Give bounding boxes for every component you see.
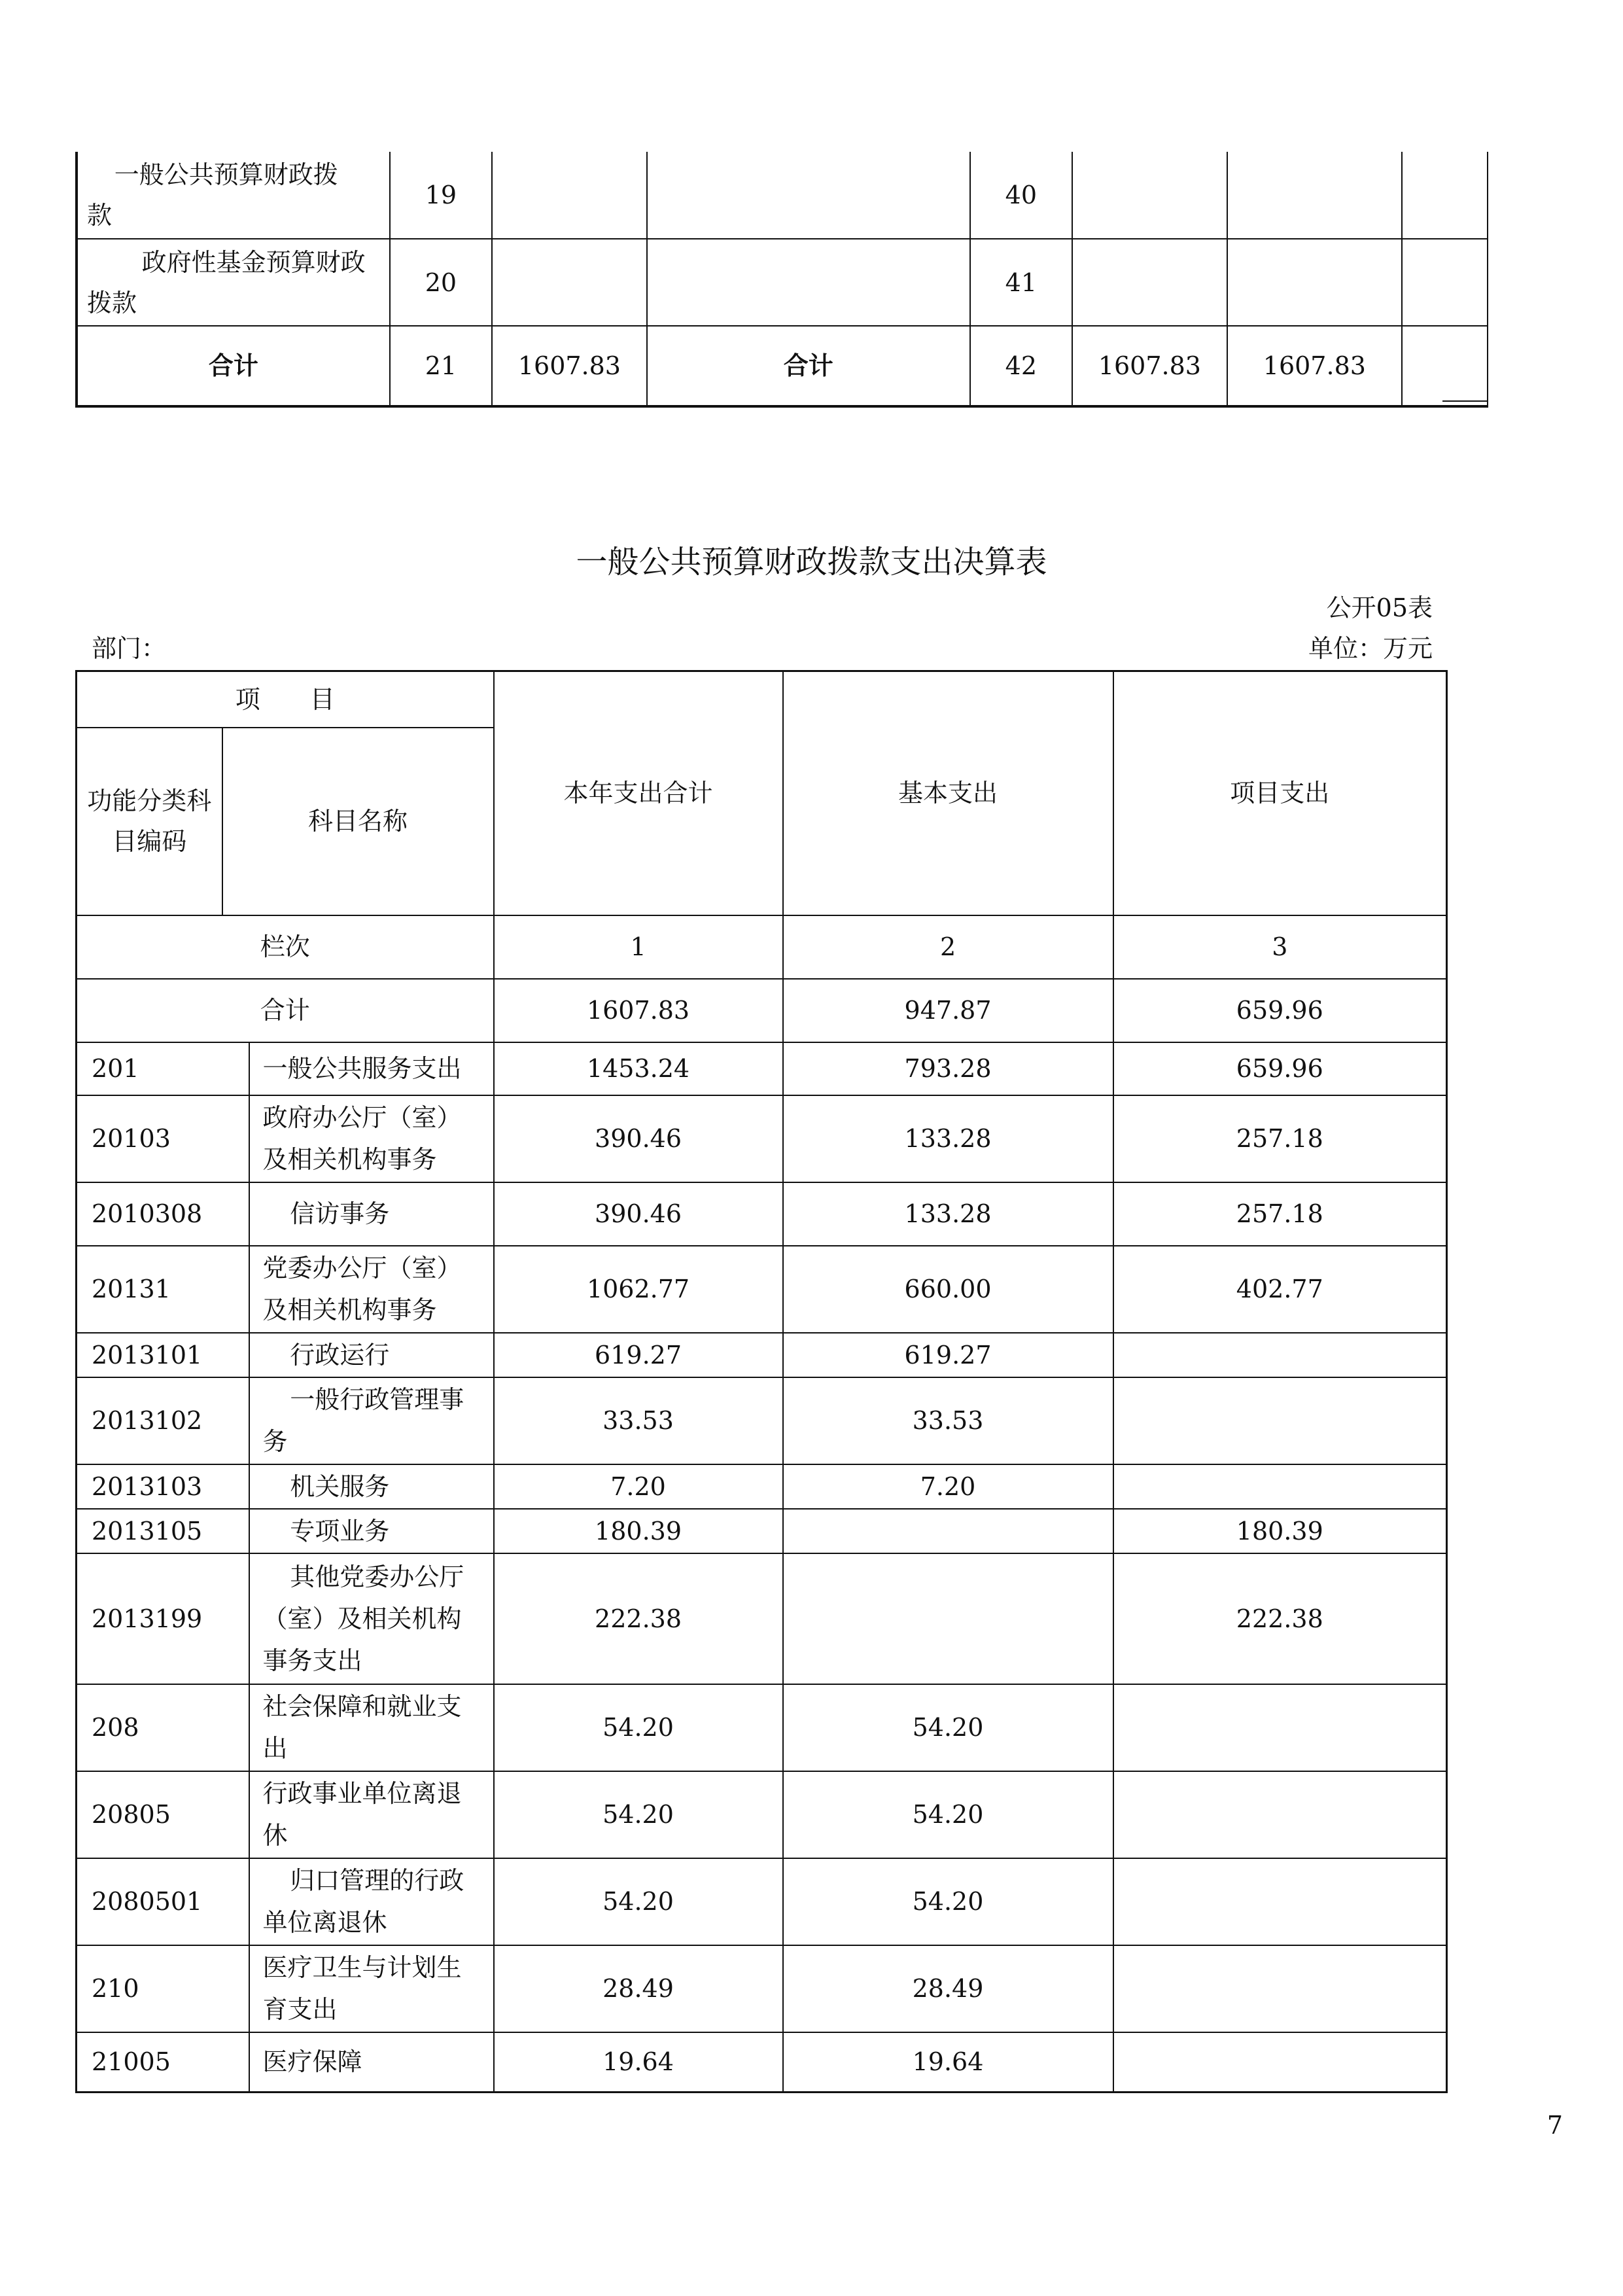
row-total: 33.53: [494, 1377, 783, 1464]
row-item: [1113, 1945, 1447, 2032]
top-row-value: [492, 152, 647, 239]
row-code: 2013101: [77, 1333, 249, 1377]
top-row-r2: [1227, 239, 1402, 326]
row-basic: [783, 1553, 1113, 1684]
row-code: 201: [77, 1042, 249, 1095]
row-name: 医疗卫生与计划生育支出: [249, 1945, 494, 2032]
row-code: 2013105: [77, 1509, 249, 1553]
page-number: 7: [1546, 2111, 1563, 2140]
row-total: 390.46: [494, 1095, 783, 1182]
table-row: [77, 1464, 1447, 1509]
row-basic: 28.49: [783, 1945, 1113, 2032]
top-row-label: 政府性基金预算财政拨款: [77, 239, 390, 326]
total-label: 合计: [77, 979, 494, 1042]
row-name: 医疗保障: [249, 2032, 494, 2093]
top-row-total: [77, 326, 1488, 406]
row-name: 机关服务: [249, 1464, 494, 1509]
row-total: 54.20: [494, 1684, 783, 1771]
row-name: 行政事业单位离退休: [249, 1771, 494, 1858]
row-basic: 54.20: [783, 1771, 1113, 1858]
column-index-row: [77, 915, 1447, 979]
col-3: 3: [1113, 915, 1447, 979]
row-name: 社会保障和就业支出: [249, 1684, 494, 1771]
row-item: [1113, 2032, 1447, 2093]
top-row-value: [492, 239, 647, 326]
row-basic: 133.28: [783, 1095, 1113, 1182]
top-total-no: 21: [390, 326, 492, 406]
header-item: 项目支出: [1113, 671, 1447, 915]
table-body: [77, 1042, 1447, 2093]
row-total: 1453.24: [494, 1042, 783, 1095]
row-code: 20103: [77, 1095, 249, 1182]
row-name: 归口管理的行政单位离退休: [249, 1858, 494, 1945]
row-total: 180.39: [494, 1509, 783, 1553]
doc-number: 公开05表: [1326, 593, 1433, 622]
row-total: 19.64: [494, 2032, 783, 2093]
table-row: [77, 1553, 1447, 1684]
header-name: 科目名称: [222, 728, 494, 915]
row-item: 222.38: [1113, 1553, 1447, 1684]
row-item: [1113, 1771, 1447, 1858]
table-edge-mark: [1442, 400, 1487, 402]
row-code: 20131: [77, 1246, 249, 1333]
header-project: 项 目: [77, 671, 494, 728]
col-1: 1: [494, 915, 783, 979]
row-basic: 619.27: [783, 1333, 1113, 1377]
row-code: 208: [77, 1684, 249, 1771]
row-name: 一般行政管理事务: [249, 1377, 494, 1464]
row-total: 222.38: [494, 1553, 783, 1684]
row-total: 7.20: [494, 1464, 783, 1509]
row-item: [1113, 1858, 1447, 1945]
row-code: 21005: [77, 2032, 249, 2093]
row-basic: 793.28: [783, 1042, 1113, 1095]
table-row: [77, 2032, 1447, 2093]
header-total: 本年支出合计: [494, 671, 783, 915]
row-item: [1113, 1684, 1447, 1771]
total-item: 659.96: [1113, 979, 1447, 1042]
row-item: [1113, 1377, 1447, 1464]
top-row-right-label: [647, 152, 970, 239]
row-name: 行政运行: [249, 1333, 494, 1377]
row-total: 54.20: [494, 1771, 783, 1858]
row-name: 信访事务: [249, 1182, 494, 1246]
top-row-20: [77, 239, 1488, 326]
top-summary-table: [75, 152, 1488, 408]
table-row: [77, 1945, 1447, 2032]
row-name: 政府办公厅（室）及相关机构事务: [249, 1095, 494, 1182]
unit-label: 单位：万元: [1308, 634, 1433, 663]
row-basic: 33.53: [783, 1377, 1113, 1464]
row-total: 54.20: [494, 1858, 783, 1945]
table-row: [77, 1684, 1447, 1771]
row-item: 257.18: [1113, 1095, 1447, 1182]
row-code: 2013103: [77, 1464, 249, 1509]
report-title: 一般公共预算财政拨款支出决算表: [576, 544, 1047, 580]
row-basic: 660.00: [783, 1246, 1113, 1333]
row-code: 2013199: [77, 1553, 249, 1684]
row-code: 2013102: [77, 1377, 249, 1464]
row-basic: 54.20: [783, 1858, 1113, 1945]
row-item: 659.96: [1113, 1042, 1447, 1095]
header-basic: 基本支出: [783, 671, 1113, 915]
top-row-r3: [1402, 239, 1488, 326]
total-row: [77, 979, 1447, 1042]
expenditure-table: [75, 670, 1448, 2093]
department-label: 部门：: [92, 634, 167, 663]
row-total: 28.49: [494, 1945, 783, 2032]
top-row-right-no: 41: [970, 239, 1072, 326]
top-row-no: 20: [390, 239, 492, 326]
row-item: 257.18: [1113, 1182, 1447, 1246]
row-total: 619.27: [494, 1333, 783, 1377]
row-code: 20805: [77, 1771, 249, 1858]
row-basic: 54.20: [783, 1684, 1113, 1771]
top-total-label: 合计: [77, 326, 390, 406]
top-total-r1: 1607.83: [1072, 326, 1227, 406]
row-item: 180.39: [1113, 1509, 1447, 1553]
top-row-r1: [1072, 152, 1227, 239]
header-row-1: [77, 671, 1447, 728]
top-row-r3: [1402, 152, 1488, 239]
top-total-value: 1607.83: [492, 326, 647, 406]
top-total-r3: [1402, 326, 1488, 406]
table-row: [77, 1509, 1447, 1553]
table-row: [77, 1377, 1447, 1464]
col-2: 2: [783, 915, 1113, 979]
row-code: 2010308: [77, 1182, 249, 1246]
top-row-right-no: 40: [970, 152, 1072, 239]
col-label: 栏次: [77, 915, 494, 979]
row-basic: 7.20: [783, 1464, 1113, 1509]
row-basic: 133.28: [783, 1182, 1113, 1246]
row-item: [1113, 1464, 1447, 1509]
table-row: [77, 1771, 1447, 1858]
row-total: 1062.77: [494, 1246, 783, 1333]
top-row-r1: [1072, 239, 1227, 326]
total-total: 1607.83: [494, 979, 783, 1042]
row-name: 党委办公厅（室）及相关机构事务: [249, 1246, 494, 1333]
header-code: 功能分类科目编码: [77, 728, 222, 915]
top-row-19: [77, 152, 1488, 239]
top-row-right-label: [647, 239, 970, 326]
row-item: 402.77: [1113, 1246, 1447, 1333]
table-row: [77, 1042, 1447, 1095]
top-row-no: 19: [390, 152, 492, 239]
row-name: 其他党委办公厅（室）及相关机构事务支出: [249, 1553, 494, 1684]
table-row: [77, 1095, 1447, 1182]
row-code: 210: [77, 1945, 249, 2032]
top-total-right-no: 42: [970, 326, 1072, 406]
top-total-r2: 1607.83: [1227, 326, 1402, 406]
table-row: [77, 1182, 1447, 1246]
row-basic: 19.64: [783, 2032, 1113, 2093]
top-row-label: 一般公共预算财政拨款: [77, 152, 390, 239]
row-code: 2080501: [77, 1858, 249, 1945]
table-row: [77, 1858, 1447, 1945]
table-row: [77, 1333, 1447, 1377]
row-name: 一般公共服务支出: [249, 1042, 494, 1095]
total-basic: 947.87: [783, 979, 1113, 1042]
row-item: [1113, 1333, 1447, 1377]
row-name: 专项业务: [249, 1509, 494, 1553]
top-row-r2: [1227, 152, 1402, 239]
top-total-right-label: 合计: [647, 326, 970, 406]
row-basic: [783, 1509, 1113, 1553]
table-row: [77, 1246, 1447, 1333]
row-total: 390.46: [494, 1182, 783, 1246]
